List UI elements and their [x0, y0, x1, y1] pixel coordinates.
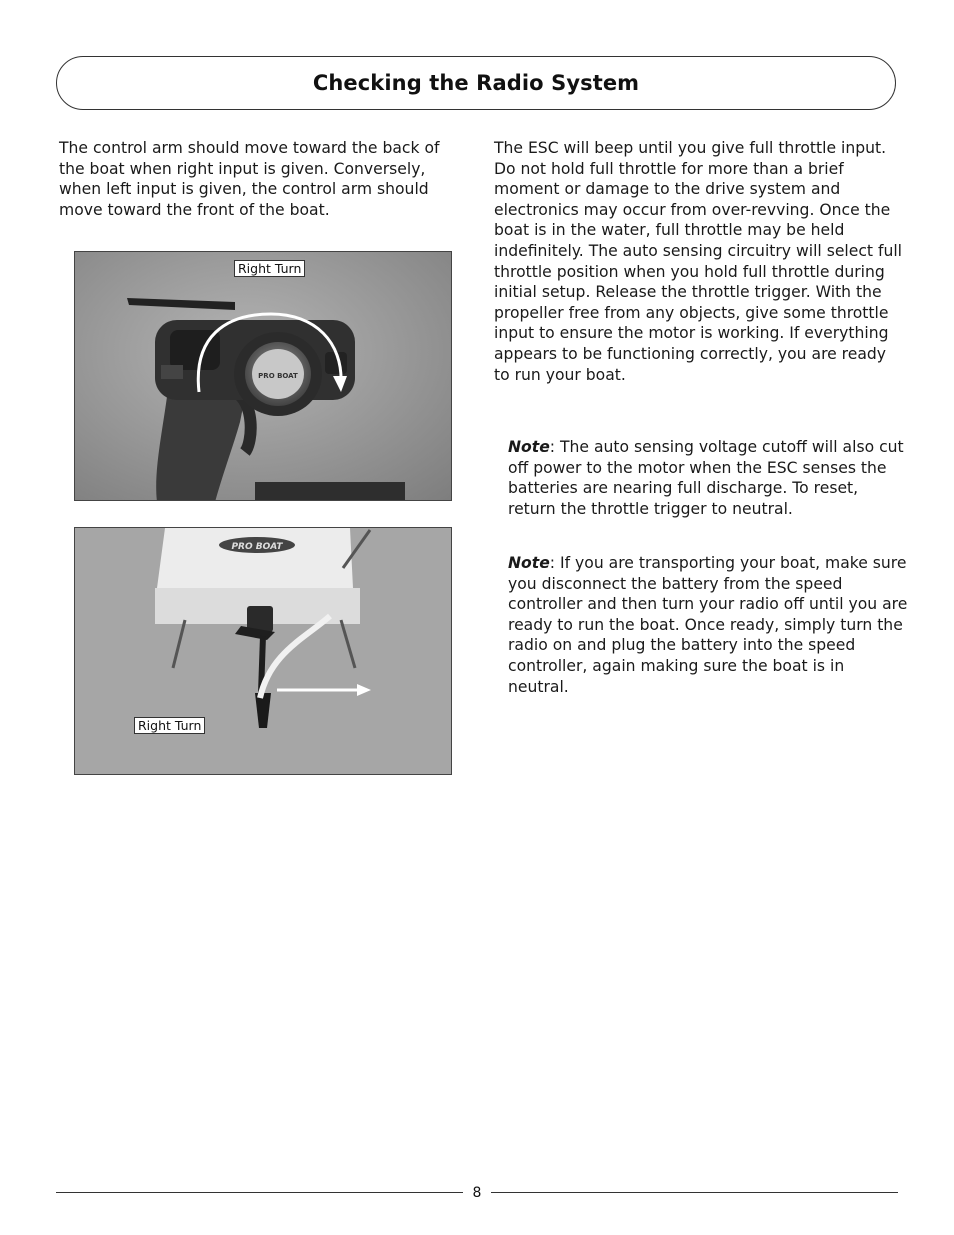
transmitter-brand-text: PRO BOAT: [258, 372, 298, 380]
section-title-box: [56, 56, 896, 110]
footer-rule-left: [56, 1192, 463, 1193]
page-number: 8: [472, 1185, 482, 1201]
note-text: : The auto sensing voltage cutoff will also cut off power to the motor when the ESC senses the batteries are nearing full discharge. To reset, return the throttle trigger to neutral.: [508, 438, 904, 518]
boat-brand-text: PRO BOAT: [231, 542, 283, 552]
right-turn-label: Right Turn: [134, 717, 205, 734]
page-title: Checking the Radio System: [312, 71, 640, 95]
boat-photo: [74, 527, 452, 775]
right-column-paragraph: The ESC will beep until you give full throttle input. Do not hold full throttle for more than a brief moment or damage to the drive system and electronics may occur from over-revving. Once the boat is in the water, full throttle may be held indefinitely. The auto sensing circuitry will select full throttle position when you hold full throttle during initial setup. Release the throttle trigger. With the propeller free from any objects, give some throttle input to ensure the motor is working. If everything appears to be functioning correctly, you are ready to run your boat.: [494, 139, 903, 384]
right-turn-label: Right Turn: [234, 260, 305, 277]
footer-rule-right: [491, 1192, 898, 1193]
note-paragraph: [508, 437, 908, 519]
note-text: : If you are transporting your boat, make sure you disconnect the battery from the speed controller and then turn your radio off until you are ready to run the boat. Once ready, simply turn the radio on and plug the battery into the speed controller, again making sure the boat is in neutral.: [508, 554, 908, 696]
note-label: Note: [508, 438, 550, 456]
note-paragraph: [508, 553, 908, 697]
transmitter-photo: [74, 251, 452, 501]
note-label: Note: [508, 554, 550, 572]
left-column-paragraph: The control arm should move toward the back of the boat when right input is given. Conversely, when left input is given, the control arm should move toward the front of the boat.: [59, 139, 440, 219]
transmitter-illustration: [75, 252, 452, 501]
boat-illustration: [75, 528, 452, 775]
